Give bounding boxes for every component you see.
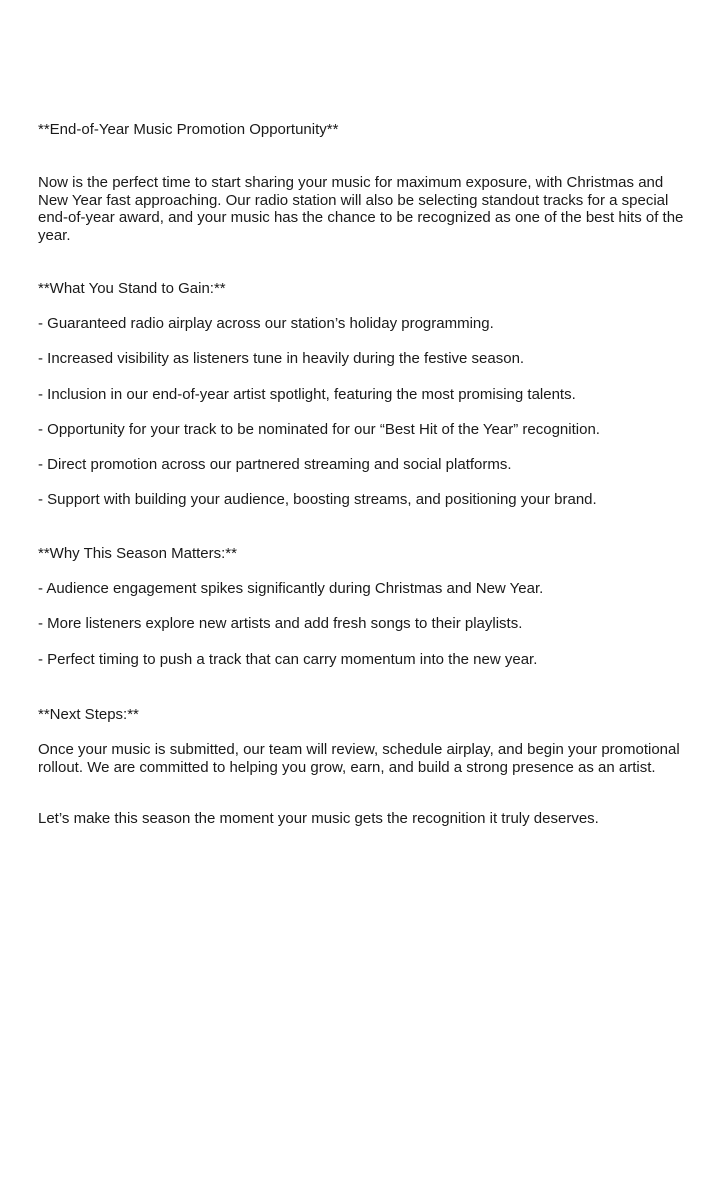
gain-list-item: - Support with building your audience, boosting streams, and positioning your brand. — [38, 491, 597, 508]
next-steps-heading: **Next Steps:** — [38, 706, 139, 723]
closing-paragraph: Let’s make this season the moment your music gets the recognition it truly deserves. — [38, 810, 599, 827]
gain-list-item: - Guaranteed radio airplay across our station’s holiday programming. — [38, 315, 494, 332]
gain-list-item: - Inclusion in our end-of-year artist spotlight, featuring the most promising talents. — [38, 386, 576, 403]
intro-paragraph: Now is the perfect time to start sharing your music for maximum exposure, with Christmas and New Year fast approaching. Our radio station will also be selecting standout tracks for a special end-of-year award, and your music has the chance to be recognized as one of the best hits of the year. — [38, 174, 684, 244]
season-list-item: - More listeners explore new artists and add fresh songs to their playlists. — [38, 615, 523, 632]
next-steps-paragraph: Once your music is submitted, our team will review, schedule airplay, and begin your promotional rollout. We are committed to helping you grow, earn, and build a strong presence as an artist. — [38, 741, 680, 776]
season-list-item: - Perfect timing to push a track that can carry momentum into the new year. — [38, 651, 538, 668]
gain-list-item: - Increased visibility as listeners tune in heavily during the festive season. — [38, 350, 525, 367]
gain-list-item: - Opportunity for your track to be nominated for our “Best Hit of the Year” recognition. — [38, 421, 600, 438]
gain-list-item: - Direct promotion across our partnered streaming and social platforms. — [38, 456, 512, 473]
season-heading: **Why This Season Matters:** — [38, 545, 237, 562]
season-list-item: - Audience engagement spikes significantly during Christmas and New Year. — [38, 580, 544, 597]
document-title: **End-of-Year Music Promotion Opportunity** — [38, 121, 339, 138]
gain-heading: **What You Stand to Gain:** — [38, 280, 226, 297]
